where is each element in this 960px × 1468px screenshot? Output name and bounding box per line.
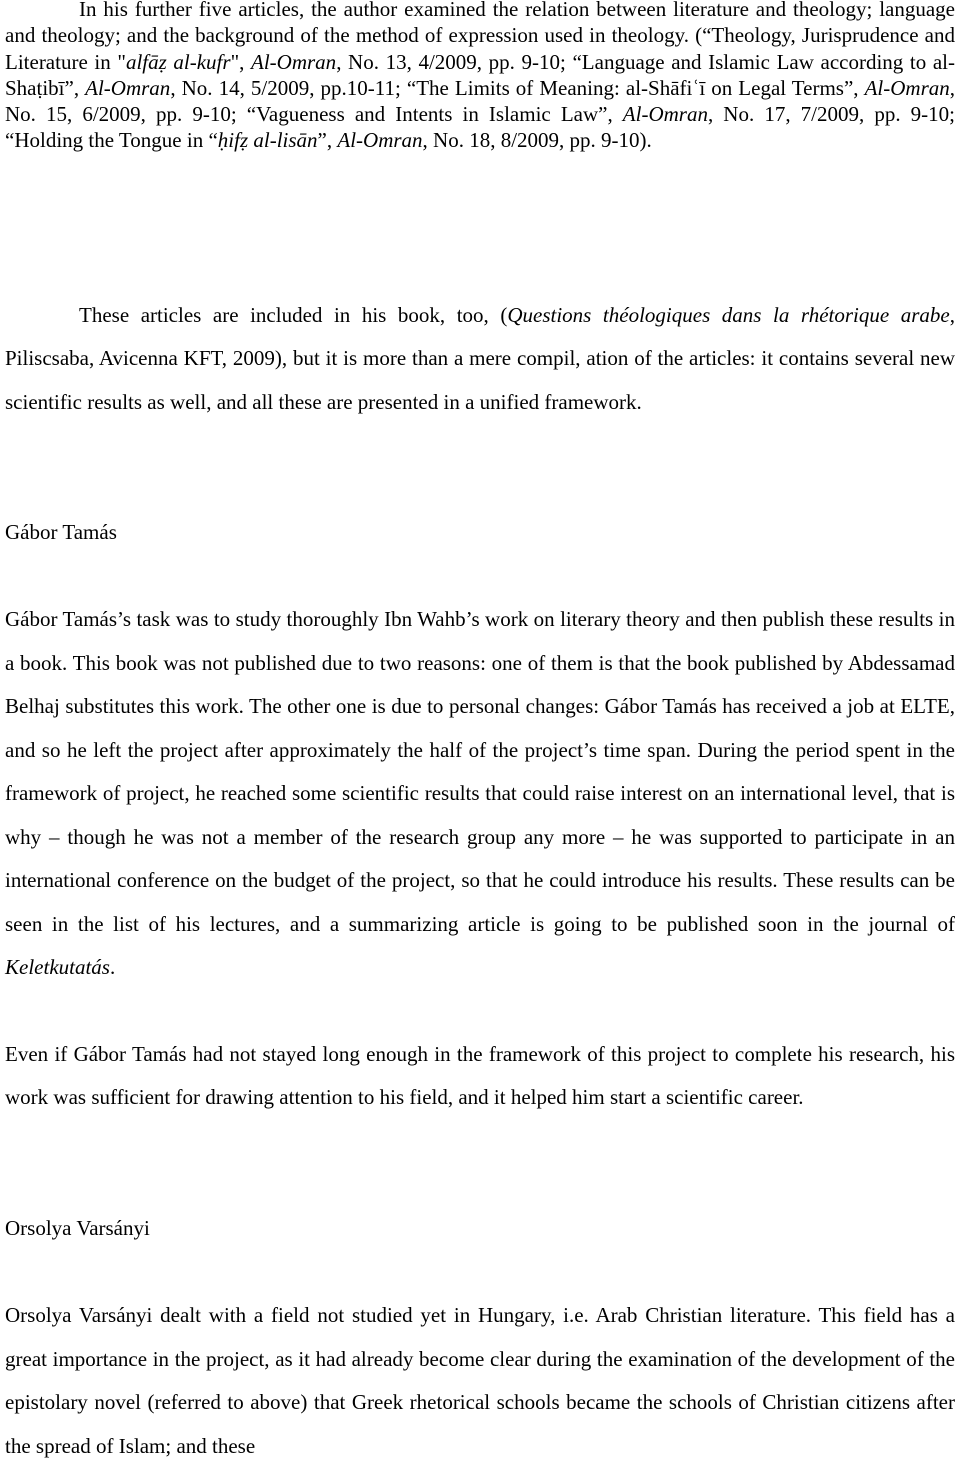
journal-name: Al-Omran (864, 75, 950, 100)
section-heading-orsolya-varsanyi: Orsolya Varsányi (5, 1216, 150, 1240)
journal-name: Al-Omran (337, 128, 423, 153)
book-title: Questions théologiques dans la rhétorique arabe (507, 303, 950, 327)
paragraph-articles (5, 0, 955, 154)
text-run: , No. 17, 7/2009, pp. 9-10; “Holding the Tongue in “ (5, 102, 955, 153)
italic-term: ḥifẓ al-lisān (217, 128, 318, 153)
italic-term: alfāẓ al-kufr (125, 49, 231, 74)
section-heading-gabor-tamas: Gábor Tamás (5, 520, 117, 544)
text-run: ", (230, 49, 252, 74)
journal-name: Al-Omran (251, 49, 337, 74)
journal-name: Keletkutatás (5, 955, 110, 979)
text-run: Gábor Tamás’s task was to study thoroughly Ibn Wahb’s work on literary theory and then publish these results in a book. This book was not published due to two reasons: one of them is that the book published by Abdessamad Belhaj substitutes this work. The other one is due to personal changes: Gábor Tamás has received a job at ELTE, and so he left the project after approximately the half of the project’s time span. During the period spent in the framework of project, he reached some scientific results that could raise interest on an international level, that is why – though he was not a member of the research group any more – he was supported to participate in an international conference on the budget of the project, so that he could introduce his results. These results can be seen in the list of his lectures, and a summarizing article is going to be published soon in the journal of (5, 607, 955, 936)
text-run: These articles are included in his book, too, ( (79, 303, 508, 327)
text-run: , No. 18, 8/2009, pp. 9-10). (422, 128, 652, 153)
text-run: , No. 15, 6/2009, pp. 9-10; “Vagueness and Intents in Islamic Law”, (5, 75, 956, 126)
text-run: , No. 13, 4/2009, pp. 9-10; “Language and Islamic Law according to al-Shaṭibī”, (5, 49, 956, 100)
journal-name: Al-Omran (85, 75, 171, 100)
paragraph-orsolya-varsanyi: Orsolya Varsányi dealt with a field not studied yet in Hungary, i.e. Arab Christian literature. This field has a great importance in the project, as it had already become clear during the examination of the development of the epistolary novel (referred to above) that Greek rhetorical schools became the schools of Christian citizens after the spread of Islam; and these (5, 1303, 955, 1458)
paragraph-gabor-tamas-summary: Even if Gábor Tamás had not stayed long enough in the framework of this project to complete his research, his work was sufficient for drawing attention to his field, and it helped him start a scientific career. (5, 1042, 955, 1110)
text-run: . (109, 955, 116, 979)
journal-name: Al-Omran (622, 102, 708, 126)
text-run: , No. 14, 5/2009, pp.10-11; “The Limits of Meaning: al-Shāfiʿī on Legal Terms”, (170, 75, 865, 100)
text-run: ”, (317, 128, 338, 153)
text-run: In his further five articles, the author examined the relation between literature and theology; language and theology; and the background of the method of expression used in theology. (“Theology, Jurisprudence and Literature in " (5, 0, 955, 74)
text-run: , Piliscsaba, Avicenna KFT, 2009), but it is more than a mere compil, ation of the articles: it contains several new scientific results as well, and all these are presented in a unified framework. (5, 303, 955, 414)
paragraph-book (5, 294, 955, 424)
paragraph-gabor-tamas (5, 598, 955, 990)
